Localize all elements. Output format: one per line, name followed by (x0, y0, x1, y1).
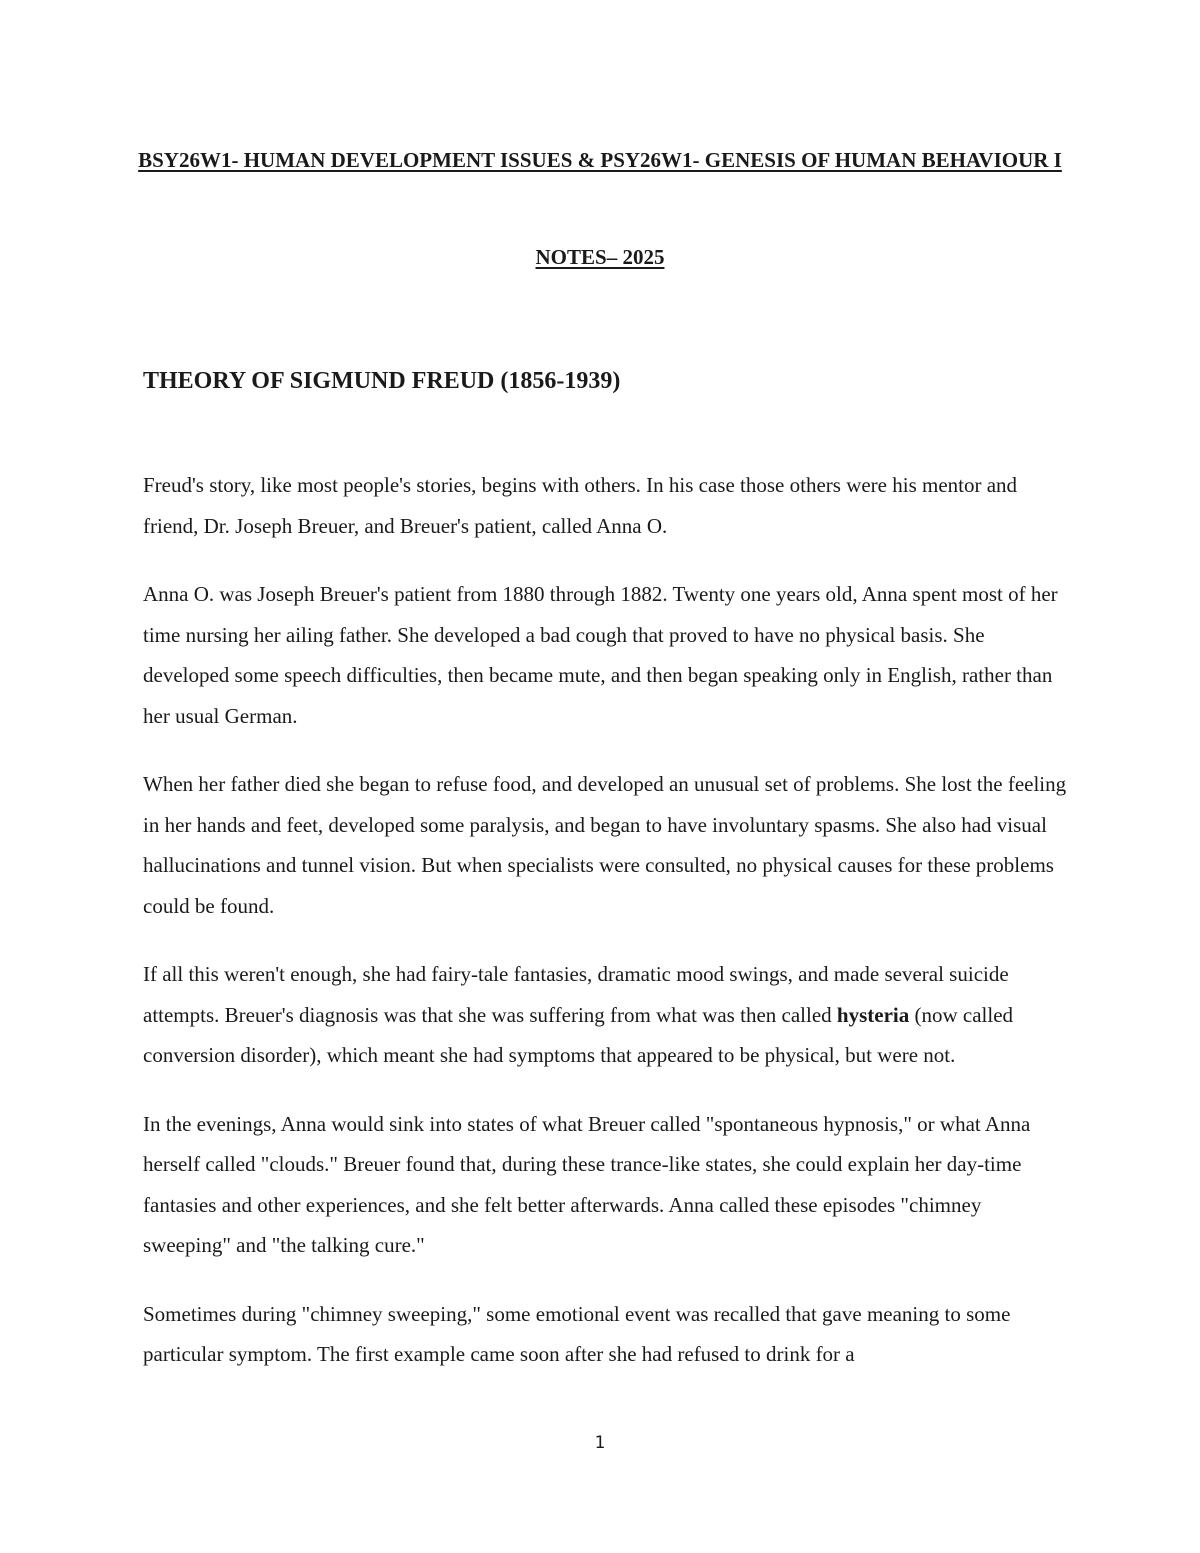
paragraph: Freud's story, like most people's stories, begins with others. In his case those others were his mentor and friend, Dr. Joseph Breuer, and Breuer's patient, called Anna O. (143, 473, 1018, 538)
paragraph: Anna O. was Joseph Breuer's patient from 1880 through 1882. Twenty one years old, Anna spent most of her time nursing her ailing father. She developed a bad cough that proved to have no physical basis. She developed some speech difficulties, then became mute, and then began speaking only in English, rather than her usual German. (143, 582, 1058, 728)
paragraph-text: If all this weren't enough, she had fairy-tale fantasies, dramatic mood swings, and made several suicide attempts. Breuer's diagnosis was that she was suffering from what was then called (143, 962, 1009, 1027)
body-text (143, 465, 1073, 1403)
paragraph: Sometimes during "chimney sweeping," some emotional event was recalled that gave meaning to some particular symptom. The first example came soon after she had refused to drink for a (143, 1301, 1011, 1366)
paragraph: In the evenings, Anna would sink into states of what Breuer called "spontaneous hypnosis," or what Anna herself called "clouds." Breuer found that, during these trance-like states, she could explain her day-time fantasies and other experiences, and she felt better afterwards. Anna called these episodes "chimney sweeping" and "the talking cure." (143, 1111, 1031, 1257)
notes-title: NOTES– 2025 (535, 245, 665, 269)
page-number: 1 (594, 1433, 606, 1453)
section-heading: THEORY OF SIGMUND FREUD (1856-1939) (143, 368, 621, 394)
course-title: BSY26W1- HUMAN DEVELOPMENT ISSUES & PSY26W1- GENESIS OF HUMAN BEHAVIOUR I (138, 148, 1062, 172)
paragraph: When her father died she began to refuse food, and developed an unusual set of problems. She lost the feeling in her hands and feet, developed some paralysis, and began to have involuntary spasms. She also had visual hallucinations and tunnel vision. But when specialists were consulted, no physical causes for these problems could be found. (143, 772, 1067, 918)
paragraph (143, 954, 1073, 1076)
bold-term: hysteria (836, 1002, 910, 1027)
paragraph-text: (now called conversion disorder), which meant she had symptoms that appeared to be physical, but were not. (143, 1002, 1014, 1067)
